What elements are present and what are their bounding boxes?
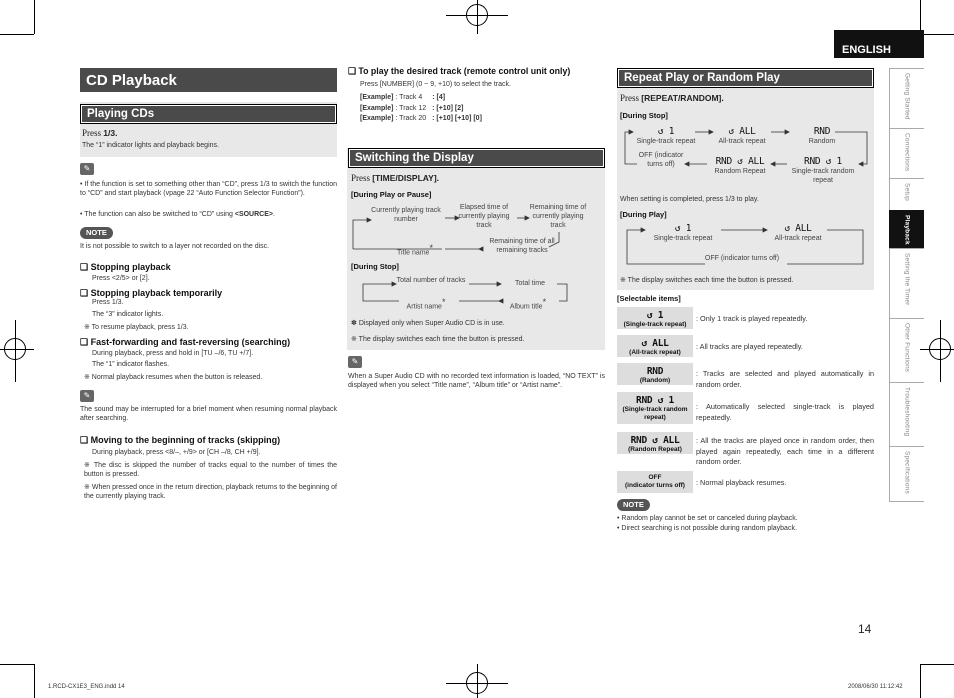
subheading-desired-track: ❑ To play the desired track (remote control unit only): [348, 66, 571, 76]
mode-random-repeat: RND ↺ ALL Random Repeat: [714, 156, 766, 175]
item-single-random-repeat-desc: : Automatically selected single-track is played repeatedly.: [696, 402, 874, 422]
ff-line2: The “1” indicator flashes.: [92, 361, 170, 368]
label-repeat-during-play: [During Play]: [620, 210, 667, 219]
registration-line: [0, 349, 34, 350]
tab-getting-started[interactable]: Getting Started: [889, 68, 924, 128]
crop-mark: [920, 34, 954, 35]
press-repeat-random: Press [REPEAT/RANDOM].: [620, 93, 724, 103]
note-badge: NOTE: [617, 499, 650, 511]
section-heading-repeat: Repeat Play or Random Play: [617, 68, 874, 88]
skip-line3: ※ When pressed once in the return direction, playback returns to the beginning of the currently playing track.: [84, 484, 337, 501]
example-row: [Example] : Track 4 : [4]: [360, 94, 446, 101]
section-heading-playing-cds: Playing CDs: [80, 104, 337, 124]
display-total-time: Total time: [515, 280, 545, 287]
display-remaining-all: Remaining time of all remaining tracks: [489, 238, 555, 254]
stopping-text: Press <2/5> or [2].: [92, 275, 150, 282]
tab-playback[interactable]: Playback: [889, 210, 924, 248]
mode-random: RND Random: [808, 126, 836, 145]
example-row: [Example] : Track 12 : [+10] [2]: [360, 105, 464, 112]
subheading-searching: ❑ Fast-forwarding and fast-reversing (searching): [80, 337, 291, 347]
item-random: RND (Random): [617, 363, 693, 385]
display-current-track: Currently playing track number: [371, 207, 441, 223]
page-number: 14: [858, 622, 872, 636]
pausing-line1: Press 1/3.: [92, 299, 124, 306]
example-row: [Example] : Track 20 : [+10] [+10] [0]: [360, 115, 482, 122]
item-off-desc: : Normal playback resumes.: [696, 478, 787, 487]
item-all-repeat-desc: : All tracks are played repeatedly.: [696, 342, 803, 351]
play-mode-all-repeat: ↺ ALL All-track repeat: [774, 223, 822, 242]
display-remaining-track: Remaining time of currently playing track: [529, 204, 587, 229]
crop-mark: [34, 0, 35, 34]
stop-cycle-arrows: [347, 278, 605, 312]
section-heading-switching: Switching the Display: [348, 148, 605, 168]
label-selectable-items: [Selectable items]: [617, 294, 681, 303]
play-mode-single-repeat: ↺ 1 Single-track repeat: [653, 223, 713, 242]
setting-completed-text: When setting is completed, press 1/3 to play.: [620, 196, 759, 203]
tab-other-functions[interactable]: Other Functions: [889, 318, 924, 382]
display-album-title: Album title*: [509, 297, 547, 311]
tab-setup[interactable]: Setup: [889, 178, 924, 210]
item-off: OFF (indicator turns off): [617, 471, 693, 493]
language-badge: ENGLISH: [834, 30, 924, 58]
tab-specifications[interactable]: Specifications: [889, 446, 924, 502]
registration-line: [15, 320, 16, 382]
bullet-source: • The function can also be switched to “CD” using <SOURCE>.: [80, 211, 275, 218]
footer-timestamp: 2008/06/30 11:12:42: [848, 684, 903, 690]
mode-single-repeat: ↺ 1 Single-track repeat: [636, 126, 696, 145]
ff-line1: During playback, press and hold in [TU –/6, TU +/7].: [92, 350, 254, 357]
tab-connections[interactable]: Connections: [889, 128, 924, 178]
subheading-pausing: ❑ Stopping playback temporarily: [80, 288, 223, 298]
crop-mark: [34, 664, 35, 698]
switch-note-press: ※ The display switches each time the button is pressed.: [351, 336, 525, 343]
switch-note-sacd: ✽ Displayed only when Super Audio CD is in use.: [351, 320, 505, 327]
press-instruction: Press 1/3.: [82, 128, 118, 138]
display-cycle-arrows: [347, 196, 605, 266]
ff-line3: ※ Normal playback resumes when the button is released.: [84, 374, 263, 381]
display-artist-name: Artist name*: [406, 297, 446, 311]
subheading-skipping: ❑ Moving to the beginning of tracks (skipping): [80, 435, 281, 445]
item-single-repeat: ↺ 1 (Single-track repeat): [617, 307, 693, 329]
note-badge: NOTE: [80, 227, 113, 239]
item-single-repeat-desc: : Only 1 track is played repeatedly.: [696, 314, 808, 323]
item-random-desc: : Tracks are selected and played automatically in random order.: [696, 369, 874, 389]
bullet-auto-function: • If the function is set to something other than “CD”, press 1/3 to switch the function to “CD” and start playback (vpage 22 “Auto Function Selector Function”).: [80, 181, 337, 198]
display-elapsed-time: Elapsed time of currently playing track: [458, 204, 510, 229]
repeat-play-arrows: [617, 224, 874, 274]
tab-troubleshooting[interactable]: Troubleshooting: [889, 382, 924, 446]
mode-off: OFF (indicator turns off): [638, 152, 684, 168]
item-single-random-repeat: RND ↺ 1 (Single-track random repeat): [617, 392, 693, 424]
memo-icon: ✎: [348, 356, 362, 368]
play-mode-off: OFF (indicator turns off): [704, 255, 780, 262]
press-description: The “1” indicator lights and playback begins.: [82, 142, 219, 149]
crop-mark: [920, 0, 921, 34]
display-title-name: Title name*: [397, 243, 433, 257]
mode-single-random-repeat: RND ↺ 1 Single-track random repeat: [791, 156, 855, 184]
registration-line: [940, 320, 941, 382]
registration-line: [477, 0, 478, 34]
crop-mark: [920, 664, 921, 698]
memo-icon: ✎: [80, 163, 94, 175]
pausing-line3: ※ To resume playback, press 1/3.: [84, 324, 189, 331]
display-total-tracks: Total number of tracks: [396, 277, 466, 284]
skip-line1: During playback, press <8/–, +/9> or [CH –/8, CH +/9].: [92, 449, 261, 456]
repeat-switch-note: ※ The display switches each time the button is pressed.: [620, 277, 794, 284]
mode-all-repeat: ↺ ALL All-track repeat: [718, 126, 766, 145]
page-title: CD Playback: [80, 68, 337, 92]
pausing-line2: The “3” indicator lights.: [92, 311, 164, 318]
registration-line: [477, 664, 478, 698]
registration-line: [920, 349, 954, 350]
memo-no-text: When a Super Audio CD with no recorded text information is loaded, “NO TEXT” is displayed when you select “Title name”, “Album title” or “Artist name”.: [348, 373, 605, 390]
label-during-stop: [During Stop]: [351, 262, 399, 271]
label-during-play: [During Play or Pause]: [351, 190, 432, 199]
crop-mark: [920, 664, 954, 665]
crop-mark: [0, 34, 34, 35]
crop-mark: [0, 664, 34, 665]
note-random-2: • Direct searching is not possible during random playback.: [617, 525, 797, 532]
play-pause-key: 1/3.: [103, 128, 118, 138]
label-repeat-during-stop: [During Stop]: [620, 111, 668, 120]
note-random-1: • Random play cannot be set or canceled during playback.: [617, 515, 798, 522]
note-layer: It is not possible to switch to a layer not recorded on the disc.: [80, 243, 270, 250]
tab-setting-timer[interactable]: Setting the Timer: [889, 248, 924, 318]
item-all-repeat: ↺ ALL (All-track repeat): [617, 335, 693, 357]
footer-filename: 1.RCD-CX1E3_ENG.indd 14: [48, 684, 125, 690]
subheading-stopping: ❑ Stopping playback: [80, 262, 171, 272]
memo-searching-text: The sound may be interrupted for a brief moment when resuming normal playback after searching.: [80, 406, 337, 423]
repeat-stop-arrows: [617, 124, 874, 194]
memo-icon: ✎: [80, 390, 94, 402]
item-random-repeat-desc: : All the tracks are played once in random order, then played again repeatedly, each time in a different random order.: [696, 436, 874, 467]
skip-line2: ※ The disc is skipped the number of tracks equal to the number of times the button is pressed.: [84, 462, 337, 479]
item-random-repeat: RND ↺ ALL (Random Repeat): [617, 432, 693, 454]
desired-line1: Press [NUMBER] (0 ~ 9, +10) to select the track.: [360, 81, 511, 88]
press-time-display: Press [TIME/DISPLAY].: [351, 173, 440, 183]
